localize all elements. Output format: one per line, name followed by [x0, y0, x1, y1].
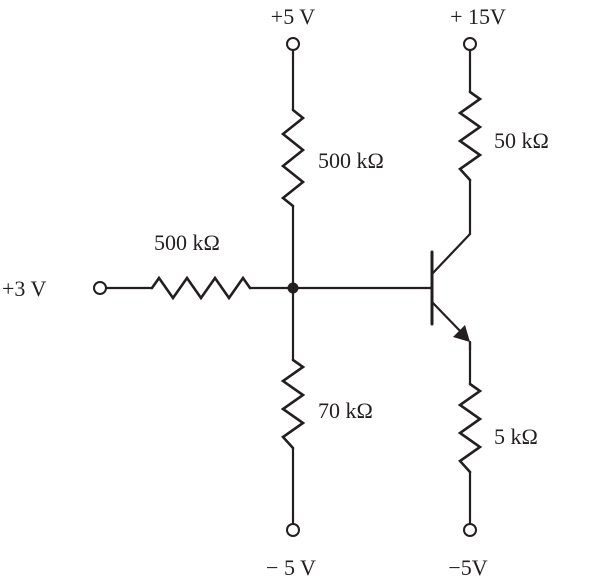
label-r-5k: 5 kΩ [494, 424, 538, 449]
input-branch [94, 278, 432, 298]
resistor-500k-input [152, 278, 250, 298]
label-minus5v-right: −5V [448, 555, 488, 580]
transistor-emitter-lead [432, 302, 462, 333]
label-r-50k: 50 kΩ [494, 128, 549, 153]
resistor-50k [460, 92, 480, 180]
plus3v-terminal [94, 282, 106, 294]
plus15v-terminal [464, 38, 476, 50]
plus5v-terminal [287, 38, 299, 50]
label-minus5v-left: − 5 V [266, 555, 316, 580]
npn-transistor [432, 234, 470, 350]
label-r-500k-input: 500 kΩ [154, 230, 220, 255]
label-plus3v: +3 V [2, 276, 47, 301]
resistor-70k [283, 360, 303, 448]
label-plus15v: + 15V [450, 4, 506, 29]
minus5v-terminal-right [464, 524, 476, 536]
label-r-500k-top: 500 kΩ [318, 148, 384, 173]
resistor-500k-top [283, 110, 303, 206]
transistor-collector-lead [432, 234, 470, 274]
right-branch [460, 38, 480, 536]
resistor-5k [460, 384, 480, 472]
minus5v-terminal-left [287, 524, 299, 536]
label-r-70k: 70 kΩ [318, 398, 373, 423]
label-plus5v: +5 V [270, 4, 316, 29]
